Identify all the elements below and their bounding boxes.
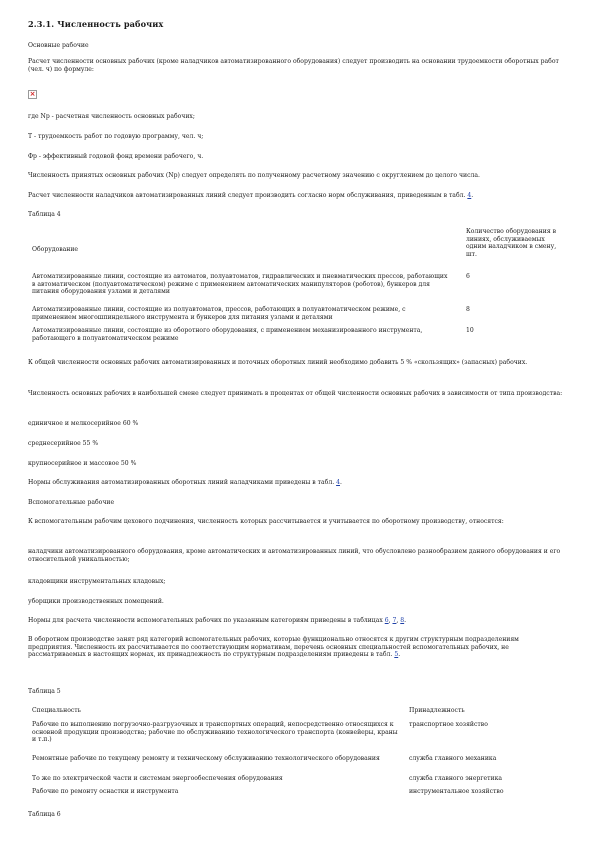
table-cell-belonging: служба главного энергетика xyxy=(409,775,503,782)
table-5-link[interactable]: 5 xyxy=(394,651,399,659)
table-cell-count: 6 xyxy=(466,273,470,280)
table-8-link[interactable]: 8 xyxy=(400,617,405,624)
aux-norms-paragraph xyxy=(28,617,563,625)
table-cell-specialty: Рабочие по ремонту оснастки и инструмента xyxy=(32,788,179,795)
table-4-caption: Таблица 4 xyxy=(28,211,61,218)
share-single: единичное и мелкосерийное 60 % xyxy=(28,420,139,427)
table-cell-equipment: Автоматизированные линии, состоящие из полуавтоматов, прессов, работающих в полуавтоматическом режиме, с применением многошпиндельного инструмента и бункеров для питания узлами и деталями xyxy=(32,306,406,321)
aux-item-adjusters: наладчики автоматизированного оборудования, кроме автоматических и автоматизированных линий, что обусловлено разнообразием данного оборудования и его относительной уникальностью; xyxy=(28,548,561,563)
separator: , xyxy=(388,617,391,624)
rounding-paragraph: Численность принятых основных рабочих (Np) следует определять по полученному расчетному значению с округлением до целого числа. xyxy=(28,172,480,179)
other-aux-paragraph xyxy=(28,636,563,659)
aux-norms-suffix: . xyxy=(404,617,407,624)
section-heading: 2.3.1. Численность рабочих xyxy=(28,19,164,29)
table-cell-specialty: Ремонтные рабочие по текущему ремонту и техническому обслуживанию технологического оборудования xyxy=(32,755,380,762)
formula-intro-paragraph: Расчет численности основных рабочих (кроме наладчиков автоматизированного оборудования) следует производить на основании трудоемкости оборотных работ (чел. ч) по формуле: xyxy=(28,58,559,73)
table-header-specialty: Специальность xyxy=(32,707,81,714)
broken-image-icon: × xyxy=(29,90,36,98)
other-aux-text: В оборотном производстве занят ряд категорий вспомогательных рабочих, которые функционально относятся к другим структурным подразделениям предприятия. Численность их рассчитывается по соответствующим нормативам, перечень основных специальностей вспомогательных рабочих, не рассматриваемых в настоящих нормах, их принадлежность по структурным подразделениям приведены в табл. xyxy=(28,636,519,659)
norms-suffix: . xyxy=(339,479,342,486)
subheading-aux-workers: Вспомогательные рабочие xyxy=(28,499,115,506)
aux-item-cleaners: уборщики производственных помещений. xyxy=(28,598,164,605)
subheading-main-workers: Основные рабочие xyxy=(28,42,89,49)
definition-f: Фр - эффективный годовой фонд времени рабочего, ч. xyxy=(28,153,204,160)
table-cell-specialty: То же по электрической части и системам энергообеспечения оборудования xyxy=(32,775,283,782)
table-header-belonging: Принадлежность xyxy=(409,707,465,714)
share-large: крупносерийное и массовое 50 % xyxy=(28,460,137,467)
share-intro-paragraph: Численность основных рабочих в наибольшей смене следует принимать в процентах от общей численности основных рабочих в зависимости от типа производства: xyxy=(28,390,563,397)
norms-paragraph xyxy=(28,479,563,487)
other-aux-suffix: . xyxy=(398,651,401,659)
definition-t: Т - трудоемкость работ по годовую программу, чел. ч; xyxy=(28,133,204,140)
definition-np: где Np - расчетная численность основных рабочих; xyxy=(28,113,195,120)
table-cell-belonging: транспортное хозяйство xyxy=(409,721,488,728)
aux-intro-paragraph: К вспомогательным рабочим цехового подчинения, численность которых рассчитывается и учитывается по оборотному производству, относятся: xyxy=(28,518,504,525)
table-4-link[interactable]: 4 xyxy=(467,192,472,199)
table-header-count: Количество оборудования в линиях, обслуживаемых одним наладчиком в смену, шт. xyxy=(466,228,557,258)
table-6-caption: Таблица 6 xyxy=(28,811,61,818)
adjusters-suffix: . xyxy=(471,192,474,199)
table-cell-equipment: Автоматизированные линии, состоящие из оборотного оборудования, с применением механизированного инструмента, работающего в полуавтоматическом режиме xyxy=(32,327,423,342)
separator: , xyxy=(396,617,399,624)
table-cell-belonging: служба главного механика xyxy=(409,755,497,762)
table-7-link[interactable]: 7 xyxy=(392,617,397,624)
table-cell-count: 10 xyxy=(466,327,474,334)
table-cell-belonging: инструментальное хозяйство xyxy=(409,788,504,795)
norms-text: Нормы обслуживания автоматизированных оборотных линий наладчиками приведены в табл. xyxy=(28,479,335,486)
aux-norms-text: Нормы для расчета численности вспомогательных рабочих по указанным категориям приведены в таблицах xyxy=(28,617,383,624)
table-header-equipment: Оборудование xyxy=(32,246,79,253)
table-6-link[interactable]: 6 xyxy=(384,617,389,624)
adjusters-paragraph xyxy=(28,192,563,200)
reserve-paragraph: К общей численности основных рабочих автоматизированных и поточных оборотных линий необходимо добавить 5 % «скользящих» (запасных) рабочих. xyxy=(28,359,528,366)
aux-item-storekeepers: кладовщики инструментальных кладовых; xyxy=(28,578,166,585)
table-cell-count: 8 xyxy=(466,306,470,313)
table-cell-specialty: Рабочие по выполнению погрузочно-разгрузочных и транспортных операций, непосредственно относящихся к основной продукции производства; рабочие по обслуживанию технологического транспорта (конвейеры, краны и т.п.) xyxy=(32,721,398,744)
table-cell-equipment: Автоматизированные линии, состоящие из автоматов, полуавтоматов, гидравлических и пневматических прессов, работающих в автоматическом (полуавтоматическом) режиме с применением автоматических манипуляторов (роботов), бункеров для питания оборудования узлами и деталями xyxy=(32,273,448,296)
table-5-caption: Таблица 5 xyxy=(28,688,61,695)
adjusters-text: Расчет численности наладчиков автоматизированных линий следует производить согласно норм обслуживания, приведенным в табл. xyxy=(28,192,466,199)
table-4-link-2[interactable]: 4 xyxy=(336,479,340,486)
share-medium: среднесерийное 55 % xyxy=(28,440,99,447)
